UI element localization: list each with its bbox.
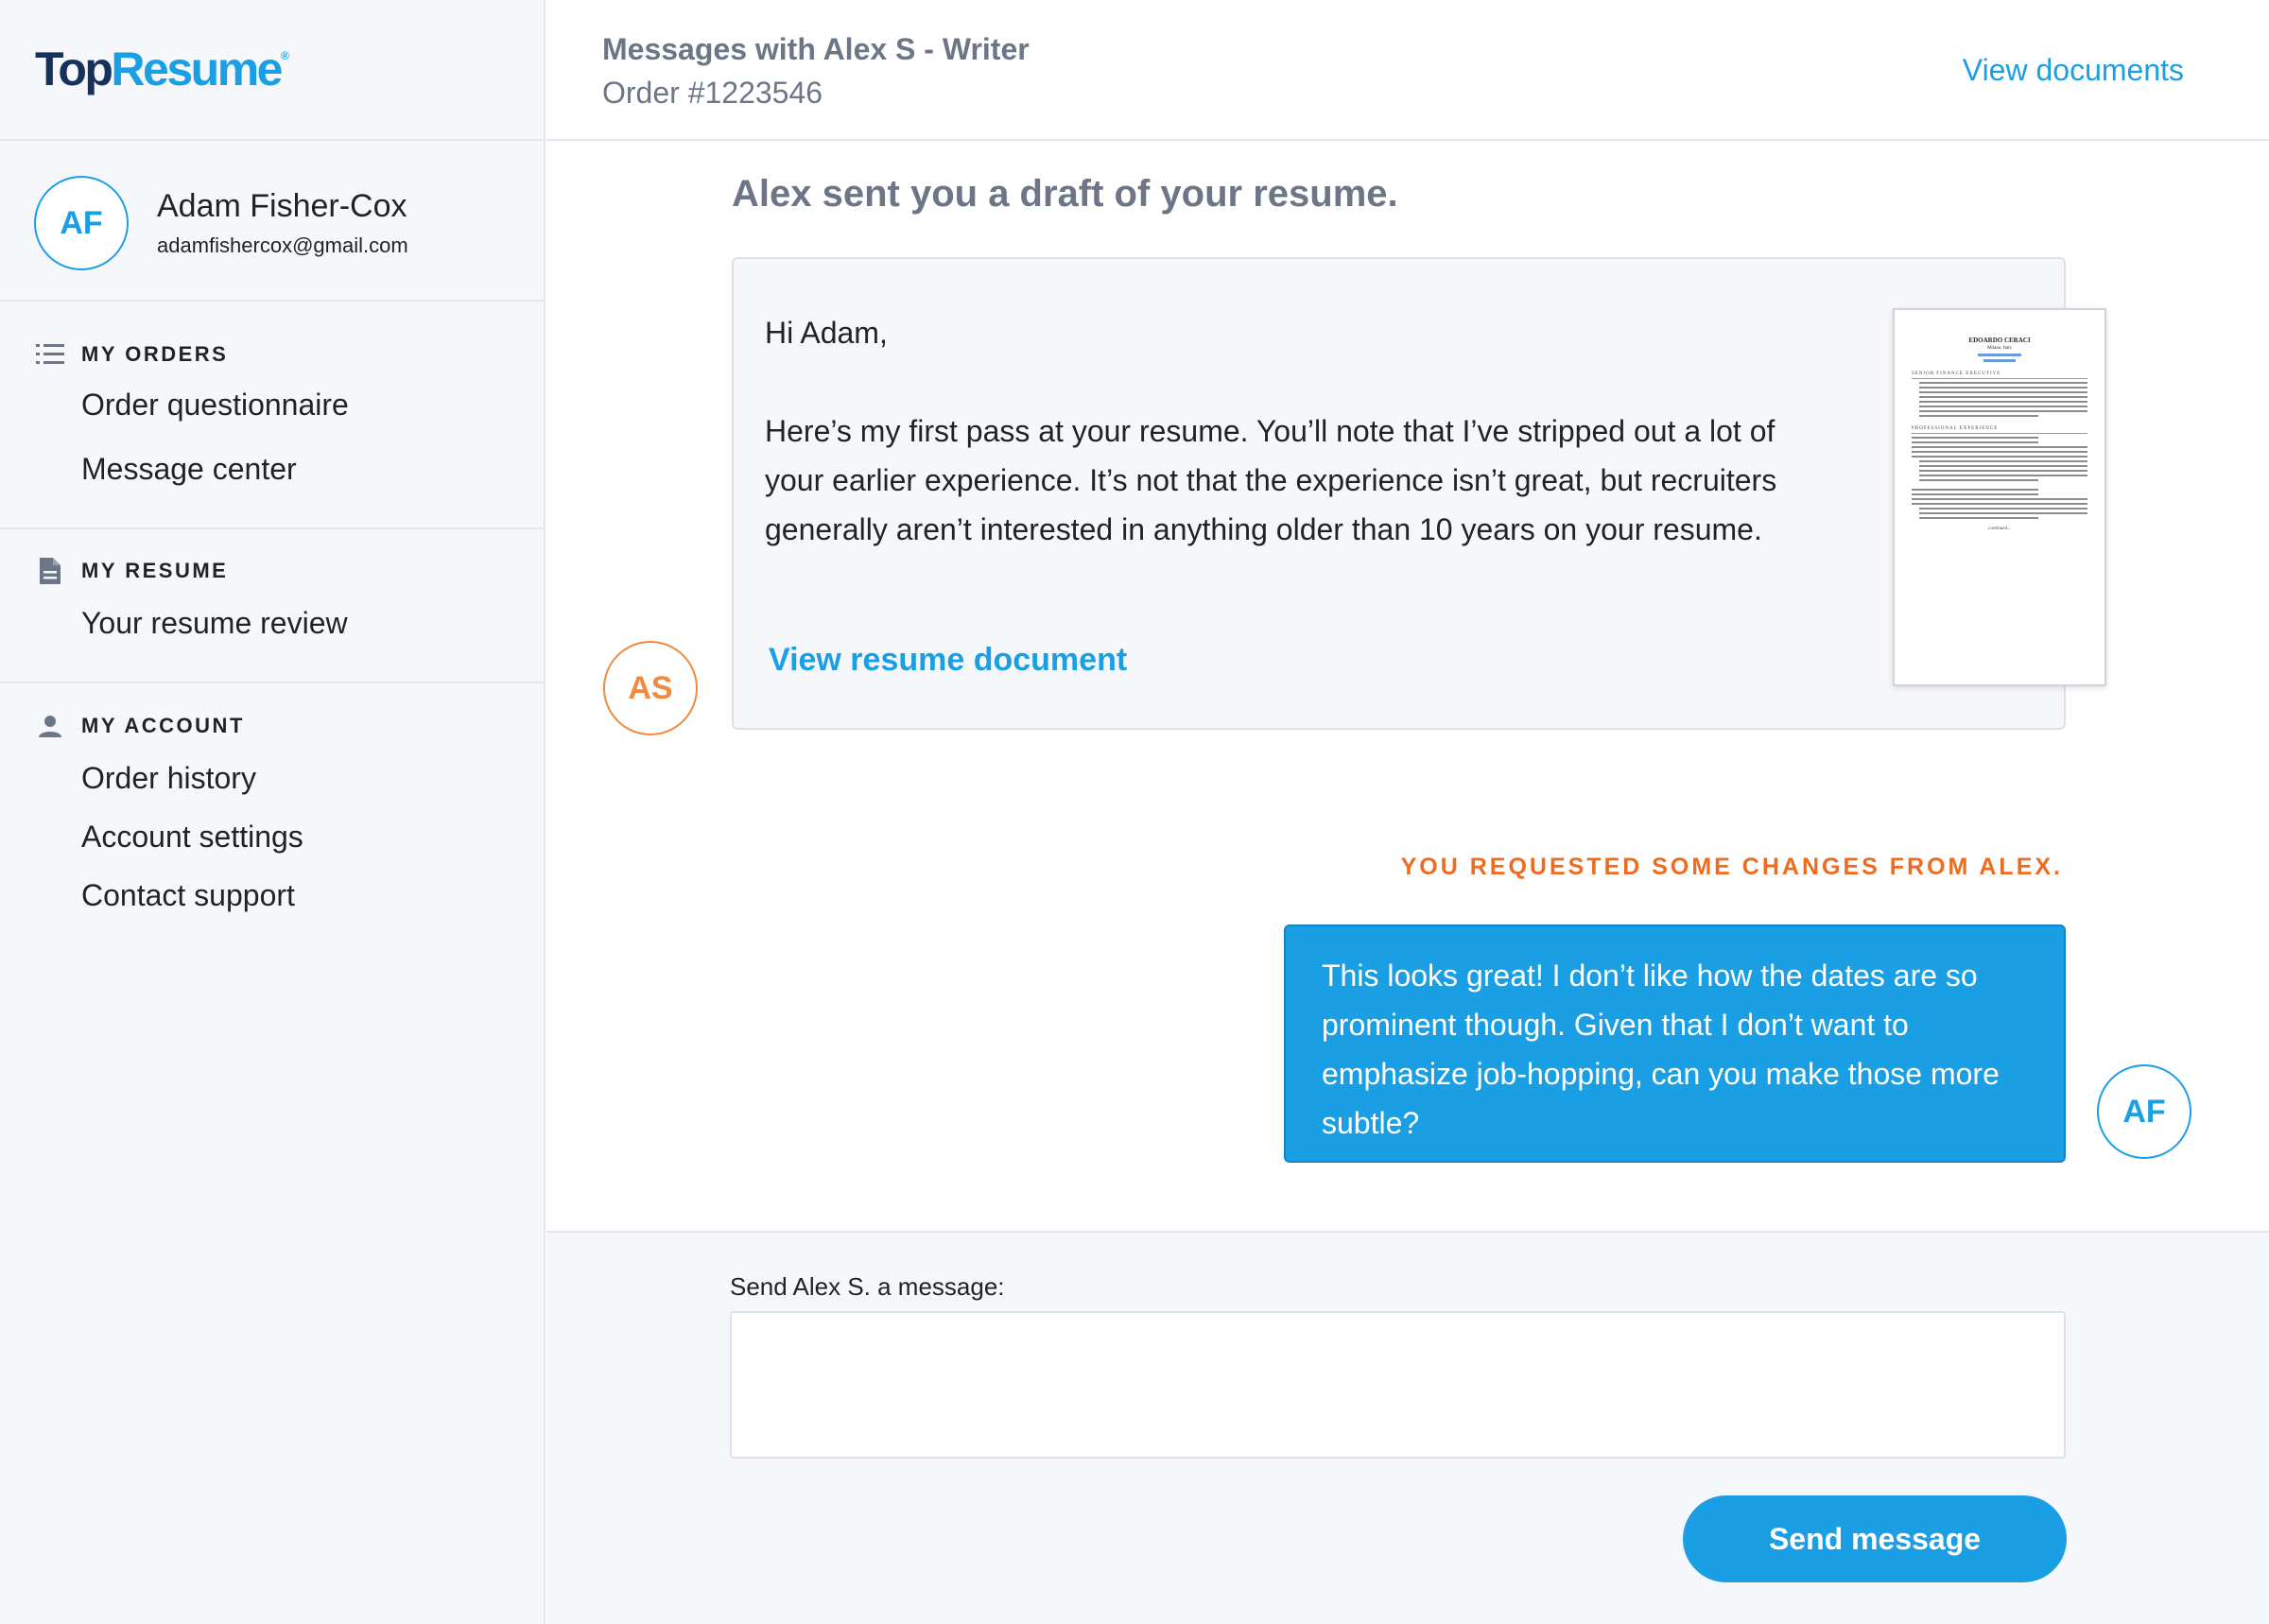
user-message-bubble xyxy=(1284,924,2066,1163)
profile-name: Adam Fisher-Cox xyxy=(157,188,407,224)
resume-thumb-line xyxy=(1919,387,2087,389)
nav-item-contact-support[interactable]: Contact support xyxy=(81,878,295,912)
writer-message-card xyxy=(732,257,2066,730)
resume-thumb-location: Milano, Italy xyxy=(1986,346,2013,351)
sidebar xyxy=(0,0,546,1624)
resume-thumb-line xyxy=(1912,437,2038,439)
resume-thumb-contact xyxy=(1983,359,2016,362)
resume-thumb-line xyxy=(1919,465,2087,467)
user-message-avatar: AF xyxy=(2097,1064,2191,1159)
order-number: Order #1223546 xyxy=(602,76,823,110)
draft-headline: Alex sent you a draft of your resume. xyxy=(732,173,1398,215)
resume-thumb-section: SENIOR FINANCE EXECUTIVE xyxy=(1912,371,2001,376)
resume-thumb-rule xyxy=(1912,433,2087,434)
nav-section-account xyxy=(0,683,544,912)
resume-thumb-line xyxy=(1919,410,2087,412)
view-documents-link[interactable]: View documents xyxy=(1962,53,2184,87)
message-input[interactable] xyxy=(730,1311,2066,1459)
writer-avatar: AS xyxy=(603,641,698,735)
nav-section-resume xyxy=(0,529,544,683)
resume-thumb-line xyxy=(1919,508,2087,510)
resume-thumb-line xyxy=(1912,493,2038,495)
resume-thumb-line xyxy=(1912,451,2087,453)
resume-thumb-rule xyxy=(1912,378,2087,379)
message-body: Here’s my first pass at your resume. You’ll note that I’ve stripped out a lot of your earlier experience. It’s not that the experience isn’t great, but recruiters generally aren’t interested in anything older than 10 years on your resume. xyxy=(765,414,1777,546)
resume-thumb-line xyxy=(1919,517,2038,519)
topresume-logo[interactable] xyxy=(35,42,289,96)
nav-title-resume: MY RESUME xyxy=(81,559,229,582)
resume-thumb-line xyxy=(1919,512,2087,514)
nav-section-orders xyxy=(0,302,544,529)
resume-thumb-line xyxy=(1912,456,2087,458)
nav-item-order-questionnaire[interactable]: Order questionnaire xyxy=(81,388,349,422)
nav-title-orders: MY ORDERS xyxy=(81,342,229,366)
nav-header-account xyxy=(36,712,245,740)
profile-email: adamfishercox@gmail.com xyxy=(157,233,408,257)
resume-thumb-line xyxy=(1919,460,2087,462)
nav-item-resume-review[interactable]: Your resume review xyxy=(81,606,348,640)
logo-top: Top xyxy=(35,43,112,95)
resume-thumb-line xyxy=(1912,498,2087,500)
message-composer xyxy=(546,1231,2269,1624)
resume-thumb-line xyxy=(1919,406,2087,407)
resume-thumb-line xyxy=(1912,489,2038,491)
resume-thumb-name: EDOARDO CERACI xyxy=(1968,337,2031,344)
user-profile xyxy=(0,141,544,302)
logo-reg-mark: ® xyxy=(280,49,289,62)
resume-thumb-section: PROFESSIONAL EXPERIENCE xyxy=(1912,426,1999,431)
view-resume-document-link[interactable]: View resume document xyxy=(769,642,1128,678)
resume-thumb-line xyxy=(1919,382,2087,384)
user-avatar: AF xyxy=(34,176,129,270)
resume-thumb-line xyxy=(1919,401,2087,403)
nav-header-resume xyxy=(36,557,228,585)
list-icon xyxy=(36,340,64,369)
resume-thumb-contact xyxy=(1978,354,2021,356)
composer-label: Send Alex S. a message: xyxy=(730,1272,1005,1301)
logo-area xyxy=(0,0,544,141)
nav-title-account: MY ACCOUNT xyxy=(81,714,245,737)
resume-thumb-line xyxy=(1912,441,2038,443)
changes-requested-label: YOU REQUESTED SOME CHANGES FROM ALEX. xyxy=(1400,854,2063,880)
document-icon xyxy=(36,557,64,585)
resume-thumb-line xyxy=(1912,446,2087,448)
user-message-text: This looks great! I don’t like how the dates are so prominent though. Given that I don’t want to emphasize job-hopping, can you make those more subtle? xyxy=(1322,959,2000,1140)
logo-resume: Resume xyxy=(111,43,281,95)
nav-item-order-history[interactable]: Order history xyxy=(81,761,256,795)
nav-item-account-settings[interactable]: Account settings xyxy=(81,820,303,854)
resume-thumb-line xyxy=(1912,503,2087,505)
resume-thumb-line xyxy=(1919,470,2087,472)
message-greeting: Hi Adam, xyxy=(765,316,888,350)
conversation-title: Messages with Alex S - Writer xyxy=(602,32,1030,66)
main-panel xyxy=(546,0,2269,1624)
resume-thumb-continued: continued... xyxy=(1988,527,2011,531)
conversation-header xyxy=(546,0,2269,141)
resume-thumb-line xyxy=(1919,391,2087,393)
resume-thumb-line xyxy=(1919,479,2038,481)
nav-item-message-center[interactable]: Message center xyxy=(81,452,297,486)
nav-header-orders xyxy=(36,340,228,369)
send-message-button[interactable]: Send message xyxy=(1683,1495,2067,1582)
resume-thumb-line xyxy=(1919,396,2087,398)
person-icon xyxy=(36,712,64,740)
resume-thumbnail[interactable] xyxy=(1893,308,2106,686)
resume-thumb-line xyxy=(1919,475,2087,476)
resume-thumb-line xyxy=(1919,415,2038,417)
